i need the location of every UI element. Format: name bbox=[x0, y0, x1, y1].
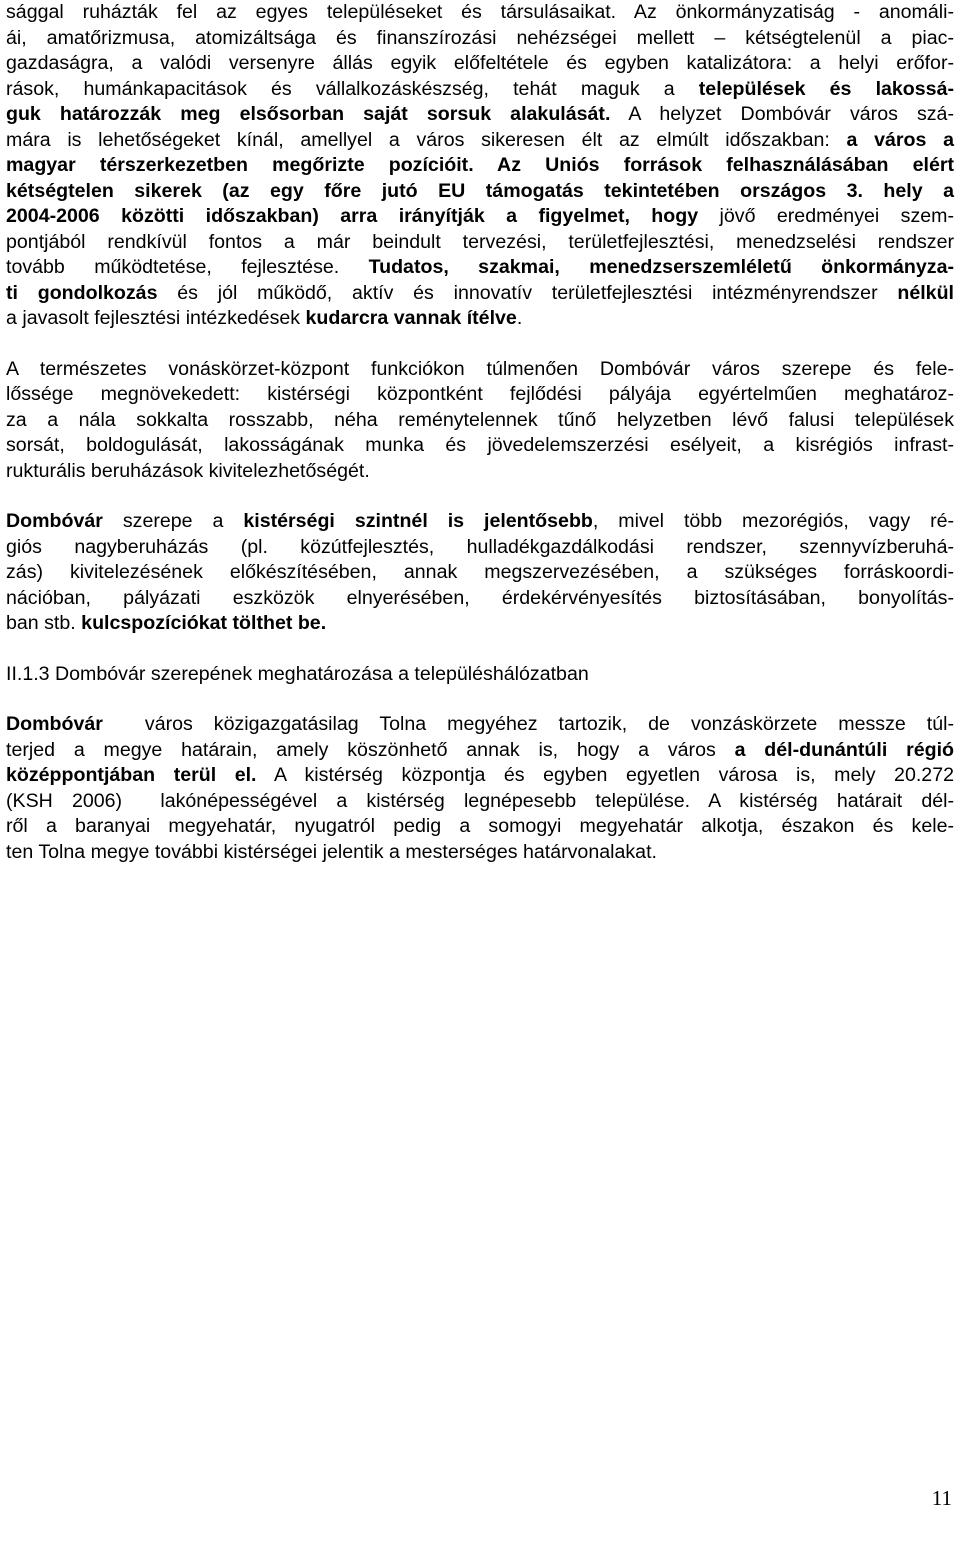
text-line: 2004-2006 közötti időszakban) arra irányítják a figyelmet, hogy jövő eredményei szem- bbox=[6, 205, 954, 227]
text-line: középpontjában terül el. A kistérség központja és egyben egyetlen városa is, mely 20.272 bbox=[6, 764, 954, 786]
text-line: ti gondolkozás és jól működő, aktív és innovatív területfejlesztési intézményrendszer nélkül bbox=[6, 281, 954, 304]
text-line: lőssége megnövekedett: kistérségi központként fejlődési pályája egyértelműen meghatároz- bbox=[6, 383, 954, 405]
text-line: mára is lehetőségeket kínál, amellyel a város sikeresen élt az elmúlt időszakban: a város a bbox=[6, 128, 954, 151]
text-line: (KSH 2006) lakónépességével a kistérség legnépesebb települése. A kistérség határait dél- bbox=[6, 789, 954, 812]
text-line: magyar térszerkezetben megőrizte pozícióit. Az Uniós források felhasználásában elért bbox=[6, 154, 955, 176]
paragraph-dombovar-role bbox=[6, 509, 954, 637]
page-number: 11 bbox=[931, 1486, 952, 1510]
text-line: rukturális beruházások kivitelezhetőségét. bbox=[6, 459, 370, 482]
text-line: a javasolt fejlesztési intézkedések kudarcra vannak ítélve. bbox=[6, 307, 523, 329]
text-line: ái, amatőrizmusa, atomizáltsága és finanszírozási nehézségei mellett – kétségtelenül a piac- bbox=[6, 26, 954, 49]
text-line: pontjából rendkívül fontos a már beindult tervezési, területfejlesztési, menedzselési rendszer bbox=[6, 230, 954, 253]
text-line: zás) kivitelezésének előkészítésében, annak megszervezésében, a szükséges forráskoordi- bbox=[6, 561, 954, 583]
text-line: nációban, pályázati eszközök elnyerésében, érdekérvényesítés biztosításában, bonyolítás- bbox=[6, 586, 954, 609]
text-line: gazdaságra, a valódi versenyre állás egyik előfeltétele és egyben katalizátora: a helyi erőfor- bbox=[6, 52, 954, 74]
paragraph-local-government bbox=[6, 0, 954, 332]
text-line: rások, humánkapacitások és vállalkozáskészség, tehát maguk a települések és lakossá- bbox=[6, 77, 954, 100]
text-line: tovább működtetése, fejlesztése. Tudatos, szakmai, menedzserszemléletű önkormányza- bbox=[6, 256, 954, 278]
text-line: ban stb. kulcspozíciókat tölthet be. bbox=[6, 612, 327, 634]
text-line: Dombóvár szerepe a kistérségi szintnél is jelentősebb, mivel több mezorégiós, vagy ré- bbox=[6, 510, 955, 532]
text-line: sággal ruházták fel az egyes településeket és társulásaikat. Az önkormányzatiság - anomáli- bbox=[6, 1, 954, 23]
paragraph-administrative-position bbox=[6, 712, 954, 865]
text-line: sorsát, boldogulását, lakosságának munka és jövedelemszerzési esélyeit, a kisrégiós infrast- bbox=[6, 434, 954, 456]
text-line: giós nagyberuházás (pl. közútfejlesztés, hulladékgazdálkodási rendszer, szennyvízberuhá- bbox=[6, 535, 954, 558]
text-line: ről a baranyai megyehatár, nyugatról pedig a somogyi megyehatár alkotja, északon és kele- bbox=[6, 815, 954, 837]
paragraph-district-center bbox=[6, 357, 954, 485]
text-line: A természetes vonáskörzet-központ funkciókon túlmenően Dombóvár város szerepe és fele- bbox=[6, 357, 954, 380]
text-line: Dombóvár város közigazgatásilag Tolna megyéhez tartozik, de vonzáskörzete messze túl- bbox=[6, 713, 954, 735]
document-page bbox=[6, 0, 954, 890]
text-line: za a nála sokkalta rosszabb, néha reménytelennek tűnő helyzetben lévő falusi települések bbox=[6, 408, 954, 431]
text-line: guk határozzák meg elsősorban saját sorsuk alakulását. A helyzet Dombóvár város szá- bbox=[6, 103, 954, 125]
text-line: ten Tolna megye további kistérségei jelentik a mesterséges határvonalakat. bbox=[6, 840, 657, 863]
section-heading: II.1.3 Dombóvár szerepének meghatározása a településhálózatban bbox=[6, 662, 589, 685]
text-line: kétségtelen sikerek (az egy főre jutó EU támogatás tekintetében országos 3. hely a bbox=[6, 179, 954, 202]
text-line: terjed a megye határain, amely köszönhető annak is, hogy a város a dél-dunántúli régió bbox=[6, 738, 954, 761]
